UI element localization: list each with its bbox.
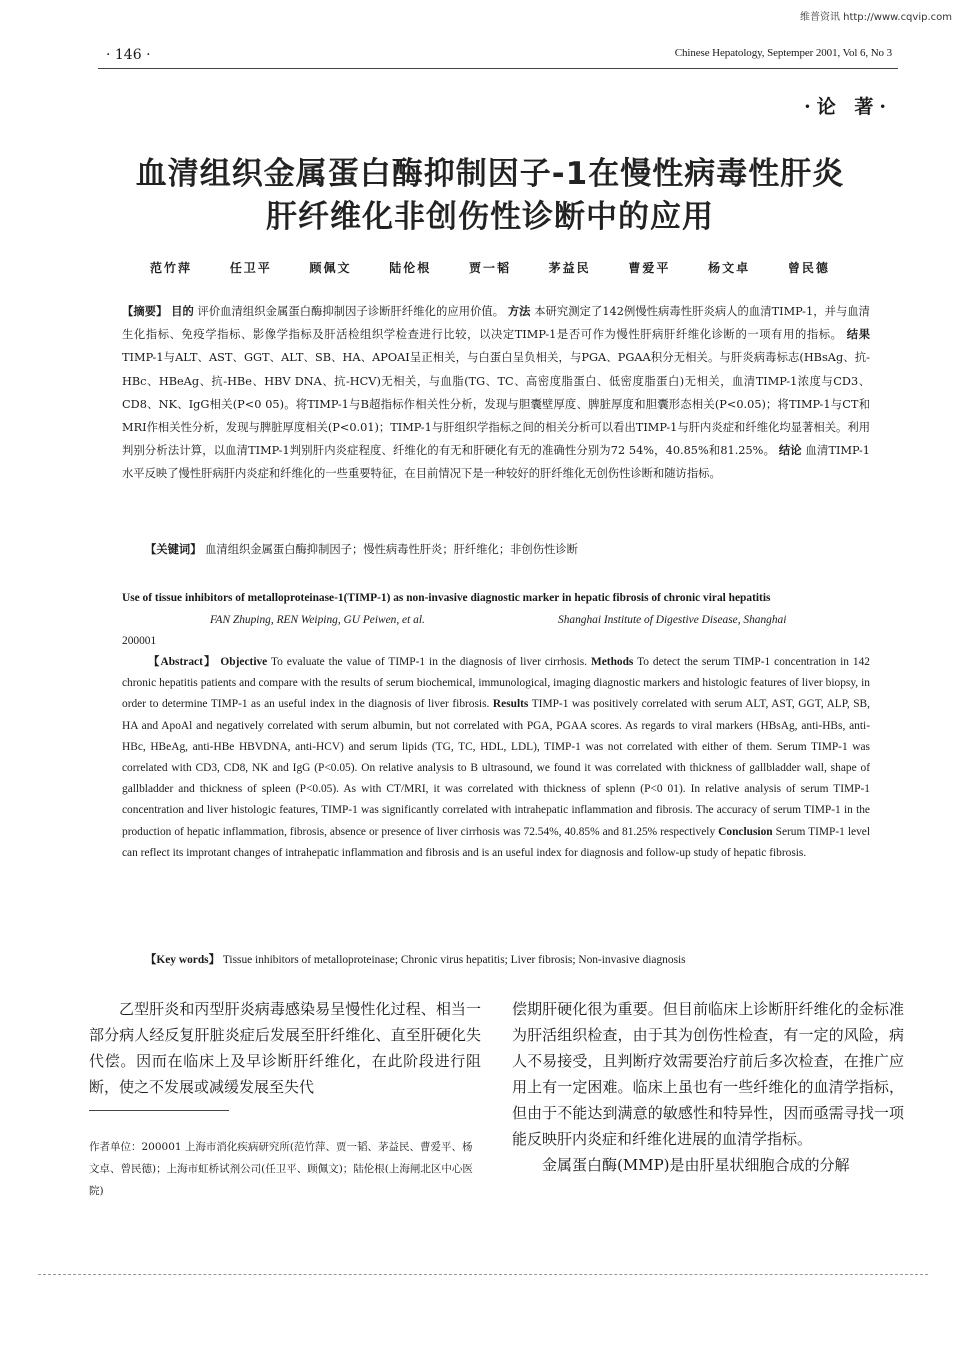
en-objective-text: To evaluate the value of TIMP-1 in the diagnosis of liver cirrhosis. xyxy=(270,656,588,668)
abstract-label: 【摘要】 xyxy=(122,304,168,318)
body-left-column: 乙型肝炎和丙型肝炎病毒感染易呈慢性化过程、相当一部分病人经反复肝脏炎症后发展至肝纤维化、直至肝硬化失代偿。因而在临床上及早诊断肝纤维化，在此阶段进行阻断，使之不发展或减缓发展至失代 xyxy=(89,1000,481,1096)
english-authors: FAN Zhuping, REN Weiping, GU Peiwen, et al. xyxy=(210,614,425,626)
en-conclusion-text: Serum TIMP-1 level can reflect its improtant changes of intrahepatic inflammation and fibrosis and is an useful index for diagnosis and follow-up study of hepatic fibrosis. xyxy=(122,825,870,859)
methods-label: 方法 xyxy=(507,304,531,318)
keywords-label: 【关键词】 xyxy=(145,542,202,556)
footnote-rule xyxy=(89,1110,229,1111)
english-byline xyxy=(122,610,870,631)
en-methods-text: To detect the serum TIMP-1 concentration in 142 chronic hepatitis patients and compare with the results of serum biochemical, immunological, imaging diagnostic markers and histologic features of liver biopsy, in order to determine TIMP-1 as an useful index in the diagnosis of liver fibrosis. xyxy=(122,656,870,711)
en-objective-label: Objective xyxy=(220,656,268,668)
page-number: · 146 · xyxy=(106,47,151,63)
author: 任卫平 xyxy=(229,261,272,275)
author: 曾民德 xyxy=(787,261,830,275)
watermark: 维普资讯 http://www.cqvip.com xyxy=(799,12,952,23)
author-list xyxy=(150,259,830,276)
body-right-column xyxy=(512,996,904,1178)
en-keywords-text: Tissue inhibitors of metalloproteinase; Chronic virus hepatitis; Liver fibrosis; Non-invasive diagnosis xyxy=(222,954,686,966)
en-keywords-label: 【Key words】 xyxy=(145,954,220,966)
en-abstract-label: 【Abstract】 xyxy=(148,656,217,668)
en-conclusion-label: Conclusion xyxy=(718,825,773,838)
author: 陆伦根 xyxy=(389,261,432,275)
keywords-text: 血清组织金属蛋白酶抑制因子；慢性病毒性肝炎；肝纤维化；非创伤性诊断 xyxy=(205,543,578,556)
section-label: ·论 著· xyxy=(804,96,892,118)
scan-artifact-line xyxy=(38,1274,928,1275)
author: 范竹萍 xyxy=(150,261,193,275)
author: 顾佩文 xyxy=(309,261,352,275)
chinese-abstract xyxy=(122,300,870,486)
english-abstract xyxy=(122,652,870,864)
objective-label: 目的 xyxy=(171,304,194,318)
methods-text: 本研究测定了142例慢性病毒性肝炎病人的血清TIMP-1，并与血清生化指标、免疫学指标、影像学指标及肝活检组织学检查进行比较，以决定TIMP-1是否可作为慢性肝病肝纤维化诊断的一项有用的指标。 xyxy=(122,305,870,342)
en-results-label: Results xyxy=(492,698,529,711)
en-results-text: TIMP-1 was positively correlated with serum ALT, AST, GGT, ALP, SB, HA and ApoAl and negatively correlated with serum albumin, but not correlated with PGA, PGAA scores. As regards to viral markers (HBsAg, anti-HBs, anti-HBc, HBeAg, anti-HBe HBVDNA, anti-HCV) and serum lipids (TG, TC, HDL, LDL), TIMP-1 was not correlated with either of them. Serum TIMP-1 was correlated with CD3, CD8, NK and IgG (P<0.05). On relative analysis to B ultrasound, we found it was correlated with thickness of gallbladder wall, shape of gallbladder and thickness of spleen (P<0.05). As with CT/MRI, it was correlated with thickness of splenn (P<0 01). In relative analysis of serum TIMP-1 concentration and liver histologic features, TIMP-1 was significantly correlated with intrahepatic inflammation and fibrosis. The accuracy of serum TIMP-1 in the production of hepatic inflammation, fibrosis, absence or presence of liver cirrhosis was 72.54%, 40.85% and 81.25% respectively xyxy=(122,698,870,838)
english-institution: Shanghai Institute of Digestive Disease, Shanghai xyxy=(558,614,787,626)
conclusion-text: 血清TIMP-1水平反映了慢性肝病肝内炎症和纤维化的一些重要特征，在目前情况下是一种较好的肝纤维化无创伤性诊断和随访指标。 xyxy=(122,444,870,481)
body-paragraph: 金属蛋白酶(MMP)是由肝星状细胞合成的分解 xyxy=(542,1156,850,1174)
english-keywords xyxy=(145,950,870,971)
author-affiliation-footnote: 作者单位：200001 上海市消化疾病研究所(范竹萍、贾一韬、茅益民、曹爱平、杨文卓、曾民德)；上海市虹桥试剂公司(任卫平、顾佩文)；陆伦根(上海闸北区中心医院) xyxy=(89,1141,473,1197)
results-text: TIMP-1与ALT、AST、GGT、ALT、SB、HA、APOAI呈正相关，与白蛋白呈负相关，与PGA、PGAA积分无相关。与肝炎病毒标志(HBsAg、抗-HBc、HBeAg、抗-HBe、HBV DNA、抗-HCV)无相关，与血脂(TG、TC、高密度脂蛋白、低密度脂蛋白)无相关，血清TIMP-1浓度与CD3、CD8、NK、IgG相关(P<0 05)。将TIMP-1与B超指标作相关性分析，发现与胆囊壁厚度、脾脏厚度和胆囊形态相关(P<0.05)；将TIMP-1与CT和MRI作相关性分析，发现与脾脏厚度相关(P<0.01)；TIMP-1与肝组织学指标之间的相关分析可以看出TIMP-1与肝内炎症和纤维化均显著相关。利用判别分析法计算，以血清TIMP-1判别肝内炎症程度、纤维化的有无和肝硬化有无的准确性分别为72 54%，40.85%和81.25%。 xyxy=(122,351,870,458)
author: 茅益民 xyxy=(548,261,591,275)
paper-title-line2: 肝纤维化非创伤性诊断中的应用 xyxy=(266,199,714,235)
header-rule xyxy=(98,68,898,69)
author: 杨文卓 xyxy=(708,261,751,275)
body-paragraph: 偿期肝硬化很为重要。但目前临床上诊断肝纤维化的金标准为肝活组织检查，由于其为创伤性检查，有一定的风险，病人不易接受，且判断疗效需要治疗前后多次检查，在推广应用上有一定困难。临床上虽也有一些纤维化的血清学指标，但由于不能达到满意的敏感性和特异性，因而亟需寻找一项能反映肝内炎症和纤维化进展的血清学指标。 xyxy=(512,1000,904,1148)
conclusion-label: 结论 xyxy=(778,443,802,458)
objective-text: 评价血清组织金属蛋白酶抑制因子诊断肝纤维化的应用价值。 xyxy=(197,305,505,318)
paper-title-line1: 血清组织金属蛋白酶抑制因子-1在慢性病毒性肝炎 xyxy=(135,156,845,192)
results-label: 结果 xyxy=(846,327,870,342)
author: 贾一韬 xyxy=(468,261,511,275)
author: 曹爱平 xyxy=(628,261,671,275)
journal-running-header: Chinese Hepatology, Septemper 2001, Vol 6, No 3 xyxy=(674,47,892,59)
chinese-keywords xyxy=(145,538,870,561)
en-methods-label: Methods xyxy=(590,656,634,668)
english-postcode: 200001 xyxy=(122,635,157,647)
english-title: Use of tissue inhibitors of metalloproteinase-1(TIMP-1) as non-invasive diagnostic marker in hepatic fibrosis of chronic viral hepatitis xyxy=(122,592,771,604)
